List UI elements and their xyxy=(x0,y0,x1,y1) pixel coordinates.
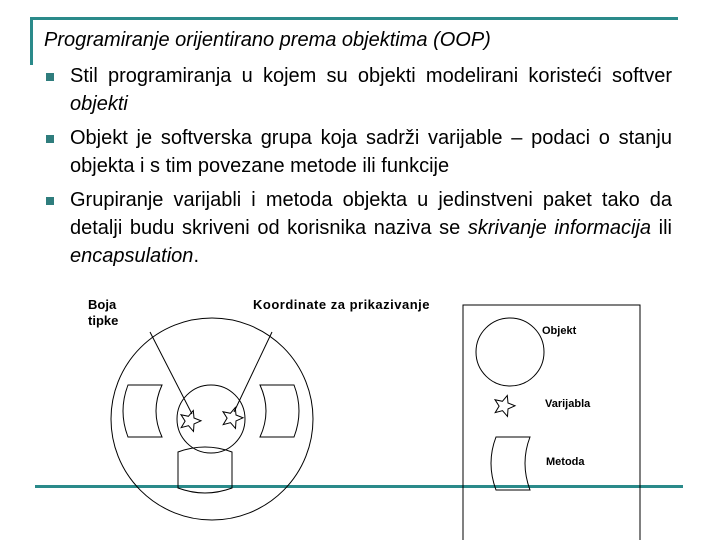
pointer-line-coords xyxy=(234,332,272,412)
object-circle xyxy=(111,318,313,520)
method-shape-right xyxy=(260,385,299,437)
variable-star-icon xyxy=(181,411,201,432)
method-shape-left xyxy=(123,385,162,437)
legend-variable-label: Varijabla xyxy=(545,398,591,410)
bullet-text: Grupiranje varijabli i metoda objekta u jedinstveni paket tako da detalji budu skriveni od korisnika naziva se xyxy=(70,189,672,239)
method-shape-bottom xyxy=(178,447,232,493)
legend-method-shape xyxy=(491,437,530,490)
legend-box xyxy=(463,305,640,540)
emphasis-text: skrivanje informacija xyxy=(467,217,652,239)
bullet-text: . xyxy=(193,245,199,267)
variable-star-icon xyxy=(495,396,515,417)
variable-star-icon xyxy=(223,408,243,429)
bullet-text: Objekt je softverska grupa koja sadrži varijable – podaci o stanju objekta i s tim povezane metode ili funkcije xyxy=(70,127,672,177)
emphasis-text: encapsulation xyxy=(70,245,194,267)
data-circle xyxy=(177,385,245,453)
legend-method-label: Metoda xyxy=(546,456,585,468)
slide-title: Programiranje orijentirano prema objektima (OOP) xyxy=(44,29,491,51)
bullet-text: ili xyxy=(651,217,672,239)
legend-object-circle xyxy=(476,318,544,386)
label-display-coords: Koordinate za prikazivanje xyxy=(253,297,430,312)
legend-object-label: Objekt xyxy=(542,325,577,337)
bullet-text: Stil programiranja u kojem su objekti modelirani koristeći softver xyxy=(70,65,672,87)
label-button-color: Boja tipke xyxy=(88,297,119,328)
emphasis-text: objekti xyxy=(70,93,128,115)
